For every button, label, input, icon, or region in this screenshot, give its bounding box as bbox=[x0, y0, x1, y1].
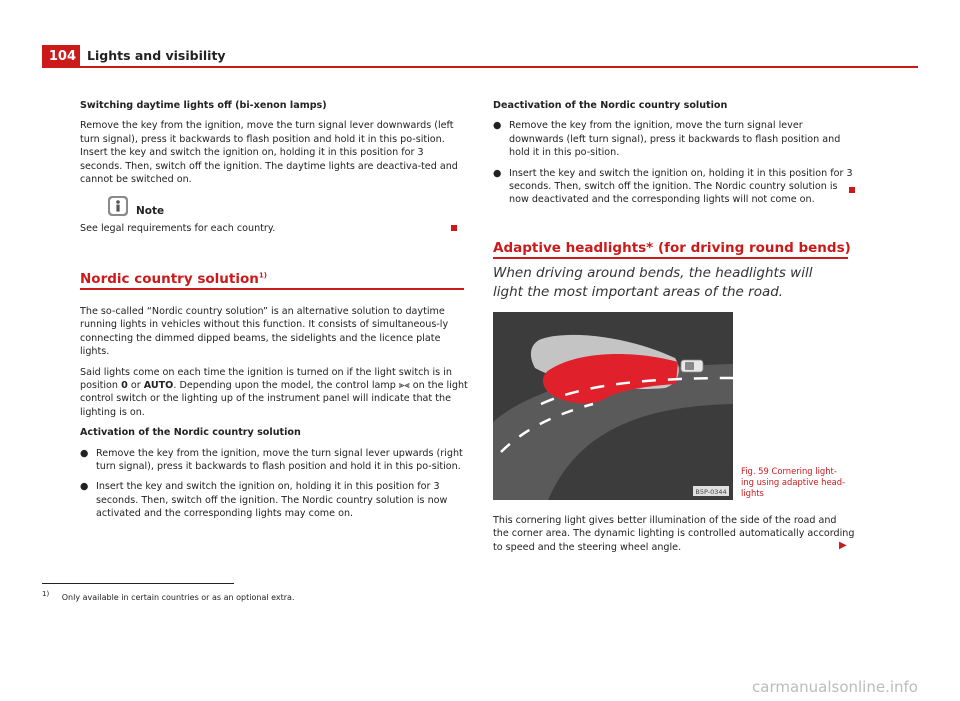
footnote bbox=[42, 590, 295, 602]
daytime-lights-text: Remove the key from the ignition, move the turn signal lever downwards (left turn signal), press it backwards to flash position and hold it in this po-sition. Insert the key and switch the ignition on, holding it in this position for 3 seconds. Then, switch off the ignition. The daytime lights are deactiva-ted and cannot be switched on. bbox=[80, 120, 458, 186]
page-number: 104 bbox=[42, 45, 80, 68]
adaptive-text: This cornering light gives better illumination of the side of the road and the corner area. The dynamic lighting is controlled automatically according to speed and the steering wheel angle. bbox=[493, 515, 855, 553]
footnote-ref: 1) bbox=[258, 271, 267, 280]
footnote-rule bbox=[42, 583, 234, 584]
nordic-paragraph-1: The so-called “Nordic country solution” is an alternative solution to daytime running lights in vehicles without this function. It consists of simultaneous-ly connecting the dimmed dipped beams, the sidelights and the licence plate lights. bbox=[80, 306, 449, 358]
daytime-lights-heading: Switching daytime lights off (bi-xenon lamps) bbox=[80, 100, 327, 111]
section-end-marker bbox=[451, 225, 457, 231]
right-column-top bbox=[493, 99, 855, 214]
nordic-title-rule bbox=[80, 288, 464, 290]
adaptive-intro: When driving around bends, the headlights will light the most important areas of the road. bbox=[493, 265, 813, 300]
nordic-solution-title bbox=[80, 271, 267, 287]
footnote-text: Only available in certain countries or as an optional extra. bbox=[61, 592, 295, 602]
info-icon bbox=[107, 195, 129, 217]
position-0-symbol: 0 bbox=[121, 380, 128, 392]
figure-caption: Fig. 59 Cornering light-ing using adaptive head-lights bbox=[741, 466, 846, 498]
deactivation-bullet: ● Remove the key from the ignition, move the turn signal lever downwards (left turn signal), press it backwards to flash position and hold it in this po-sition. bbox=[493, 120, 841, 159]
section-title: Lights and visibility bbox=[87, 48, 226, 63]
adaptive-title-rule bbox=[493, 257, 848, 259]
deactivation-bullet: ● Insert the key and switch the ignition on, holding it in this position for 3 seconds. Then, switch off the ignition. The Nordic country solution is now deactivated and the corresponding lights will not come on. bbox=[493, 167, 853, 206]
left-column bbox=[80, 99, 468, 193]
cornering-light-illustration bbox=[493, 312, 733, 500]
adaptive-headlights-title: Adaptive headlights* (for driving round bends) bbox=[493, 240, 851, 256]
footnote-marker: 1) bbox=[42, 590, 50, 598]
cornering-light-figure bbox=[493, 312, 733, 500]
control-lamp-icon: ⫸⫷ bbox=[398, 380, 410, 392]
note-text: See legal requirements for each country. bbox=[80, 223, 276, 234]
watermark: carmanualsonline.info bbox=[752, 678, 918, 696]
header-rule bbox=[80, 66, 918, 68]
note-label: Note bbox=[136, 205, 165, 217]
nordic-paragraph-2: Said lights come on each time the ignition is turned on if the light switch is in position 0 or AUTO. Depending upon the model, the control lamp ⫸⫷ on the light control switch or the lighting up of the instrument panel will indicate that the lighting is on. bbox=[80, 366, 468, 418]
section-end-marker bbox=[849, 187, 855, 193]
auto-symbol: AUTO bbox=[143, 380, 174, 392]
activation-heading: Activation of the Nordic country solution bbox=[80, 427, 301, 439]
deactivation-heading: Deactivation of the Nordic country solution bbox=[493, 100, 728, 111]
figure-code: B5P-0344 bbox=[695, 488, 727, 496]
activation-bullet: ● Insert the key and switch the ignition on, holding it in this position for 3 seconds. Then, switch off the ignition. The Nordic country solution is now activated and the corresponding lights may come on. bbox=[80, 481, 448, 520]
continue-arrow-icon: ▶ bbox=[839, 540, 847, 551]
nordic-solution-title-text: Nordic country solution bbox=[80, 271, 259, 287]
nordic-body bbox=[80, 305, 468, 528]
activation-bullet: ● Remove the key from the ignition, move the turn signal lever upwards (right turn signal), press it backwards to flash position and hold it in this po-sition. bbox=[80, 447, 463, 473]
